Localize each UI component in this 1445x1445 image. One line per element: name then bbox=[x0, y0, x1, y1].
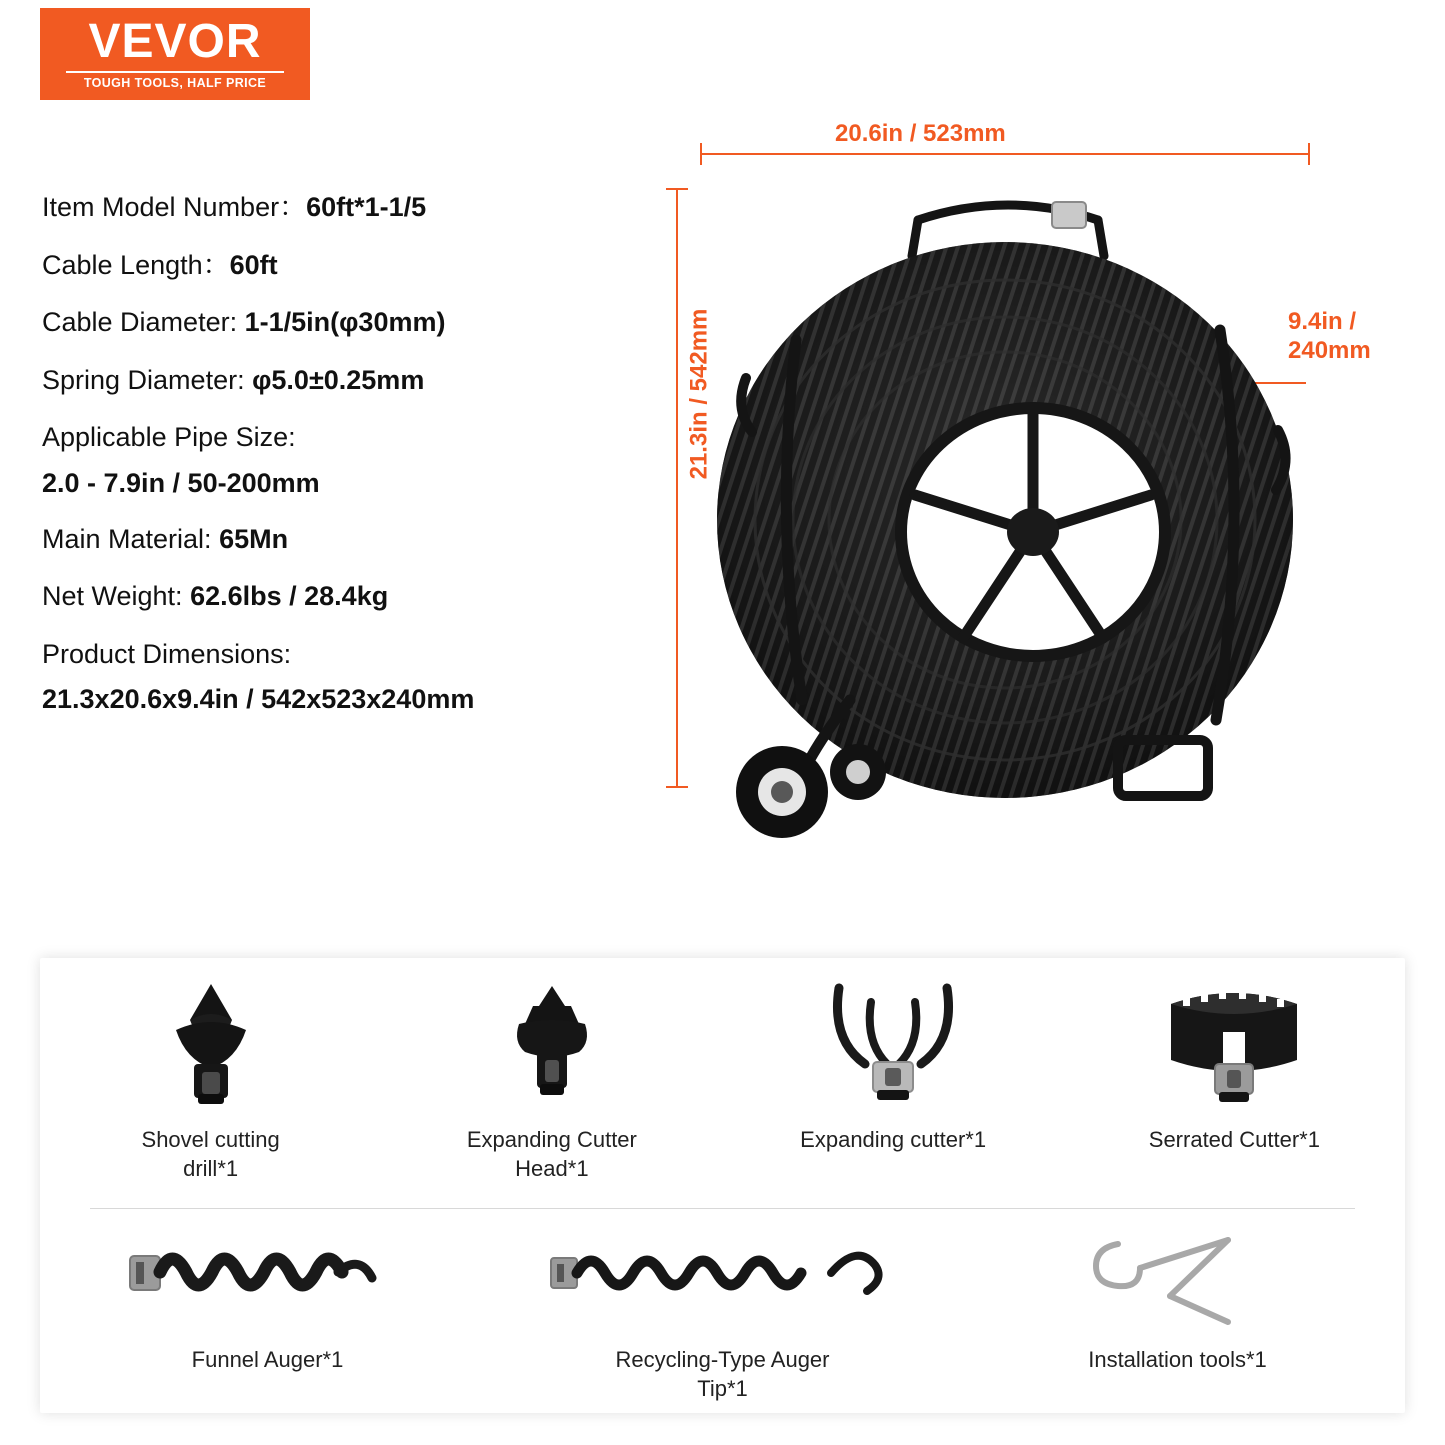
product-image-area bbox=[640, 110, 1420, 900]
spec-label-cable-length: Cable Length： bbox=[42, 249, 230, 280]
spec-row-material bbox=[42, 522, 662, 557]
dimension-label-depth-line2: 240mm bbox=[1288, 336, 1371, 364]
spec-row-net-weight bbox=[42, 579, 662, 614]
dimension-line-height bbox=[676, 188, 678, 788]
accessory-label-expanding-cutter: Expanding cutter*1 bbox=[800, 1127, 987, 1152]
expanding-cutter-head-icon bbox=[477, 976, 627, 1116]
recycling-type-auger-tip-icon bbox=[543, 1226, 903, 1336]
spec-label-cable-diameter: Cable Diameter: bbox=[42, 307, 245, 338]
accessories-row-1 bbox=[40, 958, 1405, 1208]
accessory-label-expanding-cutter-head: Expanding Cutter Head*1 bbox=[466, 1127, 637, 1181]
accessory-label-serrated-cutter: Serrated Cutter*1 bbox=[1148, 1127, 1320, 1152]
dimension-label-depth-line1: 9.4in / bbox=[1288, 308, 1357, 335]
spec-label-model: Item Model Number： bbox=[42, 192, 307, 222]
spec-label-material: Main Material: bbox=[42, 523, 220, 554]
accessory-label-installation-tools: Installation tools*1 bbox=[1088, 1347, 1267, 1372]
accessory-shovel-cutting-drill bbox=[40, 958, 381, 1208]
accessory-funnel-auger bbox=[40, 1208, 495, 1413]
accessory-label-recycling-type-auger-tip: Recycling-Type Auger Tip*1 bbox=[615, 1347, 830, 1401]
spec-value-cable-diameter: 1-1/5in(φ30mm) bbox=[244, 307, 446, 338]
dimension-cap-height-bottom bbox=[666, 786, 688, 788]
spec-value-spring-diameter: φ5.0±0.25mm bbox=[252, 364, 425, 395]
accessory-expanding-cutter bbox=[723, 958, 1064, 1208]
serrated-cutter-icon bbox=[1149, 976, 1319, 1116]
logo-divider bbox=[66, 71, 284, 73]
dimension-line-width bbox=[700, 153, 1310, 155]
accessory-label-shovel-cutting-drill: Shovel cutting drill*1 bbox=[141, 1127, 280, 1181]
expanding-cutter-icon bbox=[813, 976, 973, 1116]
accessory-expanding-cutter-head bbox=[381, 958, 722, 1208]
accessory-label-funnel-auger: Funnel Auger*1 bbox=[191, 1347, 344, 1372]
shovel-cutting-drill-icon bbox=[136, 976, 286, 1116]
spec-row-product-dimensions bbox=[42, 637, 662, 672]
dimension-cap-height-top bbox=[666, 188, 688, 190]
spec-value-net-weight: 62.6lbs / 28.4kg bbox=[190, 581, 389, 612]
accessory-recycling-type-auger-tip bbox=[495, 1208, 950, 1413]
dimension-cap-width-right bbox=[1308, 143, 1310, 165]
drain-cable-coil-image bbox=[700, 180, 1330, 840]
spec-value-cable-length: 60ft bbox=[229, 249, 278, 280]
spec-row-cable-diameter bbox=[42, 305, 662, 340]
specification-list bbox=[42, 190, 662, 738]
funnel-auger-icon bbox=[118, 1226, 418, 1336]
spec-label-net-weight: Net Weight: bbox=[42, 581, 191, 612]
spec-row-cable-length bbox=[42, 248, 662, 283]
dimension-label-width: 20.6in / 523mm bbox=[835, 120, 1006, 147]
spec-label-spring-diameter: Spring Diameter: bbox=[42, 364, 253, 395]
accessories-row-2 bbox=[40, 1208, 1405, 1413]
accessories-divider bbox=[90, 1208, 1355, 1209]
installation-tools-icon bbox=[1078, 1226, 1278, 1336]
spec-label-pipe-size: Applicable Pipe Size: bbox=[42, 422, 296, 453]
spec-row-spring-diameter bbox=[42, 363, 662, 398]
brand-tagline: TOUGH TOOLS, HALF PRICE bbox=[83, 76, 267, 91]
spec-value-material: 65Mn bbox=[219, 523, 289, 554]
spec-row-pipe-size bbox=[42, 420, 662, 455]
dimension-cap-width-left bbox=[700, 143, 702, 165]
brand-logo bbox=[40, 8, 310, 100]
accessory-installation-tools bbox=[950, 1208, 1405, 1413]
spec-row-model bbox=[42, 190, 662, 225]
accessories-panel bbox=[40, 958, 1405, 1413]
brand-name: VEVOR bbox=[88, 15, 262, 69]
dimension-label-height: 21.3in / 542mm bbox=[685, 308, 713, 480]
spec-value-pipe-size: 2.0 - 7.9in / 50-200mm bbox=[42, 467, 320, 498]
accessory-serrated-cutter bbox=[1064, 958, 1405, 1208]
spec-value-product-dimensions: 21.3x20.6x9.4in / 542x523x240mm bbox=[42, 684, 475, 715]
spec-value-model: 60ft*1-1/5 bbox=[306, 192, 427, 222]
spec-label-product-dimensions: Product Dimensions: bbox=[42, 638, 292, 669]
